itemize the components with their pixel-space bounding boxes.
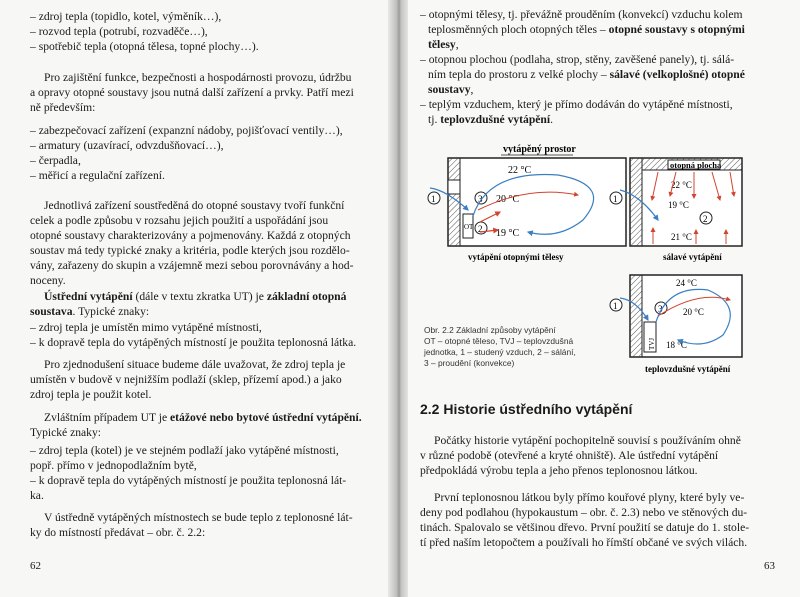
bold-term: otopné soustavy s otopnými (608, 23, 745, 36)
temp-label: 21 °C (671, 232, 692, 242)
list-item: – zdroj tepla (kotel) je ve stejném podlaží jako vytápěné místnosti, (30, 444, 339, 457)
list-item: – k dopravě tepla do vytápěných místností je použita teplonosná látka. (30, 336, 357, 349)
list-item (428, 68, 745, 83)
text-run: , (455, 38, 459, 51)
text-run: Zvláštním případem UT je (44, 411, 171, 424)
paragraph-line: tí před naším letopočtem a používali ho římští občané ve svých vilách. (420, 536, 748, 549)
list-item: – teplým vzduchem, který je přímo dodáván do vytápěné místnosti, (420, 98, 733, 111)
paragraph-line: zdroj tepla je použit kotel. (30, 388, 152, 401)
marker-3: 3 (658, 304, 663, 314)
list-item: – měřicí a regulační zařízení. (30, 169, 165, 182)
text-run: . Typické znaky: (72, 305, 150, 318)
marker-1: 1 (613, 194, 618, 204)
temp-label: 18 °C (666, 340, 687, 350)
paragraph-line: vány, zařazeny do skupin a vzájemně mezi sebou porovnávány a hod- (30, 259, 354, 272)
diagram-radiant-heating (610, 158, 742, 262)
list-item: ka. (30, 489, 44, 502)
paragraph-line: otopné soustavy charakterizovány a pojmenovány. Každá z otopných (30, 229, 351, 242)
marker-1: 1 (613, 301, 618, 311)
figure-caption-line: OT – otopné těleso, TVJ – teplovzdušná (424, 336, 574, 346)
list-item: popř. přímo v jednopodlažním bytě, (30, 459, 197, 472)
paragraph-line: V ústředně vytápěných místnostech se bude teplo z teplonosné lát- (44, 511, 353, 524)
temp-label: 24 °C (676, 278, 697, 288)
list-item (428, 38, 459, 53)
bold-term: tělesy (428, 38, 456, 51)
bold-term: soustavy (428, 83, 471, 96)
diagram-radiator-heating (428, 144, 626, 262)
left-page (0, 0, 392, 597)
paragraph-line: soustav má tedy typické znaky a kritéria, podle kterých jsou rozdělo- (30, 244, 350, 257)
paragraph-line: Jednotlivá zařízení soustředěná do otopné soustavy tvoří funkční (44, 199, 345, 212)
temp-label: 20 °C (683, 307, 704, 317)
paragraph-line: a opravy otopné soustavy jsou nutná další zařízení a prvky. Patří mezi (30, 86, 354, 99)
temp-label: 19 °C (668, 200, 689, 210)
right-page (408, 0, 800, 597)
paragraph-line: předpokládá výrobu tepla a jeho přenos teplonosnou látkou. (420, 464, 698, 477)
paragraph-line: celek a podle způsobu v rozsahu jejich použití a uspořádání jsou (30, 214, 329, 227)
paragraph-line: První teplonosnou látkou byly přímo kouřové plyny, které byly ve- (434, 491, 745, 504)
list-item: – zabezpečovací zařízení (expanzní nádoby, pojišťovací ventily…), (30, 124, 343, 137)
paragraph-line: deny pod podlahou (hypokaustum – obr. č. 2.3) nebo ve stěnových du- (420, 506, 748, 519)
list-item: – zdroj tepla je umístěn mimo vytápěné místnosti, (30, 321, 262, 334)
label-heated-space: vytápěný prostor (503, 144, 576, 155)
list-item: – rozvod tepla (potrubí, rozvaděče…), (30, 25, 208, 38)
bold-term: Ústřední vytápění (44, 290, 133, 303)
marker-3: 3 (478, 194, 483, 204)
figure-caption-line: Obr. 2.2 Základní způsoby vytápění (424, 325, 556, 335)
book-gutter (388, 0, 410, 597)
bold-term: teplovzdušné vytápění (440, 113, 551, 126)
paragraph-line (30, 305, 149, 320)
temp-label: 19 °C (496, 228, 520, 239)
text-run: (dále v textu zkratka UT) je (132, 290, 267, 303)
bold-term: sálavé (velkoplošné) otopné (609, 68, 745, 81)
list-item (428, 83, 473, 98)
text-run: , (470, 83, 474, 96)
marker-1: 1 (431, 194, 436, 204)
figure-caption-line: 3 – proudění (konvekce) (424, 358, 515, 368)
paragraph-line: noceny. (30, 274, 66, 287)
list-item (428, 23, 745, 38)
text-run: tj. (428, 113, 441, 126)
list-item: – zdroj tepla (topidlo, kotel, výměník…), (30, 10, 222, 23)
bold-term: etážové nebo bytové ústřední vytápění. (170, 411, 362, 424)
subcaption-radiator: vytápění otopnými tělesy (468, 252, 564, 262)
paragraph-line: tinách. Spalovalo se většinou dřevo. První použití se datuje do 1. stole- (420, 521, 750, 534)
paragraph-line (44, 290, 346, 305)
list-item: – k dopravě tepla do vytápěných místností je použita teplonosná lát- (30, 474, 347, 487)
page-number: 63 (764, 560, 775, 572)
paragraph-line: v různé podobě (otevřené a kryté ohniště). Ale ústřední vytápění (420, 449, 719, 462)
radiator-label: OT (464, 223, 474, 231)
text-run: ním tepla do prostoru z velké plochy – (428, 68, 610, 81)
marker-2: 2 (703, 214, 708, 224)
temp-label: 22 °C (508, 165, 532, 176)
figure-caption-line: jednotka, 1 – studený vzduch, 2 – sálání, (424, 347, 576, 357)
paragraph-line: Pro zajištění funkce, bezpečnosti a hospodárnosti provozu, údržbu (44, 71, 352, 84)
label-heating-surface: otopná plocha (670, 160, 722, 170)
list-item: – armatury (uzavírací, odvzdušňovací…), (30, 139, 224, 152)
bold-term: soustava (30, 305, 73, 318)
marker-2: 2 (478, 224, 483, 234)
paragraph-line: Typické znaky: (30, 426, 101, 439)
text-run: teplosměnných ploch otopných těles – (428, 23, 609, 36)
temp-label: 20 °C (496, 194, 520, 205)
page-number: 62 (30, 560, 41, 572)
list-item: – otopnými tělesy, tj. převážně prouděním (konvekcí) vzduchu kolem (420, 8, 743, 21)
unit-label: TVJ (648, 337, 656, 350)
paragraph-line: Pro zjednodušení situace budeme dále uvažovat, že zdroj tepla je (44, 358, 346, 371)
bold-term: základní otopná (266, 290, 347, 303)
list-item (428, 113, 553, 128)
subcaption-radiant: sálavé vytápění (663, 252, 722, 262)
temp-label: 22 °C (671, 180, 692, 190)
list-item: – spotřebič tepla (otopná tělesa, topné plochy…). (30, 40, 259, 53)
subcaption-warm-air: teplovzdušné vytápění (645, 364, 731, 374)
paragraph-line: Počátky historie vytápění pochopitelně souvisí s používáním ohně (434, 434, 741, 447)
list-item: – čerpadla, (30, 154, 81, 167)
paragraph-line: ky do místností předávat – obr. č. 2.2: (30, 526, 206, 539)
text-run: . (550, 113, 553, 126)
list-item: – otopnou plochou (podlaha, strop, stěny, zavěšené panely), tj. sálá- (420, 53, 735, 66)
paragraph-line (44, 411, 362, 426)
section-heading: 2.2 Historie ústředního vytápění (420, 401, 633, 417)
paragraph-line: ně především: (30, 101, 96, 114)
paragraph-line: umístěn v budově v nejnižším podlaží (sklep, přízemí apod.) a jako (30, 373, 342, 386)
diagram-warm-air-heating (610, 275, 742, 374)
